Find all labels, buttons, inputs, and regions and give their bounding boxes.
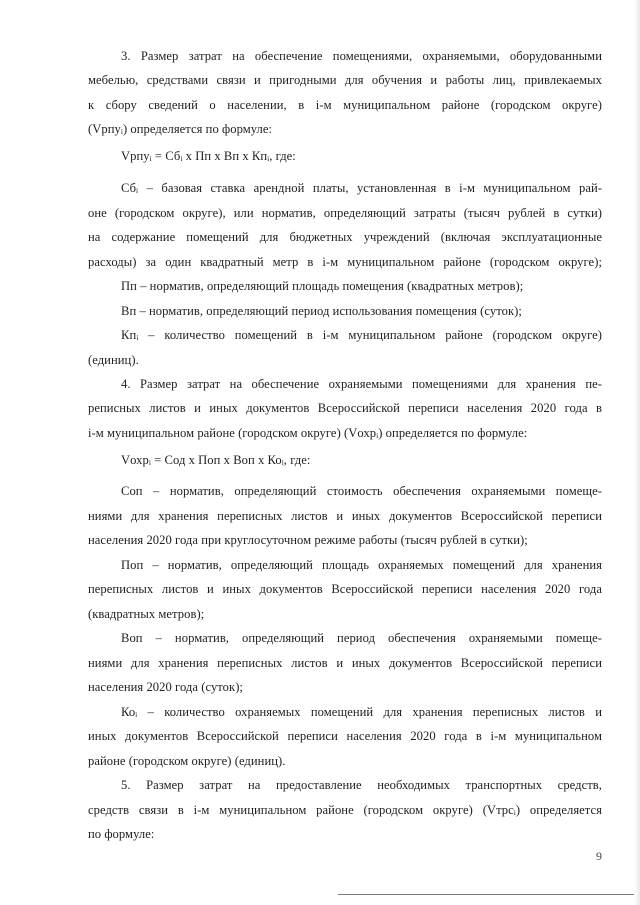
text-line: 5. Размер затрат на предоставление необходимых транспортных средств, [121, 778, 602, 792]
page-number: 9 [596, 849, 602, 863]
formula: Vрпуᵢ = Сбᵢ x Пп x Вп x Кпᵢ, где: [121, 149, 296, 163]
text-line: населения 2020 года (суток); [88, 680, 243, 694]
text-line: i-м муниципальном районе (городском округе) (Vохрᵢ) определяется по формуле: [88, 426, 528, 440]
text-line: Вп – норматив, определяющий период использования помещения (суток); [121, 304, 522, 318]
text-line: районе (городском округе) (единиц). [88, 754, 286, 768]
text-line: 3. Размер затрат на обеспечение помещениями, охраняемыми, оборудованными [121, 49, 602, 63]
text-line: (Vрпуᵢ) определяется по формуле: [88, 122, 273, 136]
text-line: населения 2020 года при круглосуточном режиме работы (тысяч рублей в сутки); [88, 533, 528, 547]
text-line: реписных листов и иных документов Всероссийской переписи населения 2020 года в [88, 401, 602, 415]
text-line: 4. Размер затрат на обеспечение охраняемыми помещениями для хранения пе- [121, 377, 602, 391]
text-line: расходы) за один квадратный метр в i-м муниципальном районе (городском округе); [88, 255, 602, 269]
text-line: Пп – норматив, определяющий площадь помещения (квадратных метров); [121, 279, 524, 293]
text-line: Сбᵢ – базовая ставка арендной платы, установленная в i-м муниципальном рай- [121, 181, 602, 195]
text-line: Поп – норматив, определяющий площадь охраняемых помещений для хранения [121, 558, 602, 572]
text-line: мебелью, средствами связи и пригодными для обучения и работы лиц, привлекаемых [88, 73, 602, 87]
text-line: к сбору сведений о населении, в i-м муниципальном районе (городском округе) [88, 98, 602, 112]
scan-bottom-rule [338, 894, 640, 895]
text-line: Воп – норматив, определяющий период обеспечения охраняемыми помеще- [121, 631, 602, 645]
text-line: на содержание помещений для бюджетных учреждений (включая эксплуатационные [88, 230, 602, 244]
scan-edge-shadow [634, 0, 640, 905]
text-line: (единиц). [88, 353, 139, 367]
text-line: переписных листов и иных документов Всероссийской переписи населения 2020 года [88, 582, 602, 596]
text-line: ниями для хранения переписных листов и иных документов Всероссийской переписи [88, 656, 602, 670]
formula: Vохрᵢ = Сод x Поп x Воп x Коᵢ, где: [121, 453, 311, 467]
text-line: (квадратных метров); [88, 607, 205, 621]
text-line: средств связи в i-м муниципальном районе (городском округе) (Vтрсᵢ) определяется [88, 803, 602, 817]
text-line: Соп – норматив, определяющий стоимость обеспечения охраняемыми помеще- [121, 484, 602, 498]
text-line: иных документов Всероссийской переписи населения 2020 года в i-м муниципальном [88, 729, 602, 743]
text-line: оне (городском округе), или норматив, определяющий затраты (тысяч рублей в сутки) [88, 206, 602, 220]
text-line: Коᵢ – количество охраняемых помещений для хранения переписных листов и [121, 705, 602, 719]
text-line: Кпᵢ – количество помещений в i-м муниципальном районе (городском округе) [121, 328, 602, 342]
text-line: по формуле: [88, 827, 155, 841]
text-line: ниями для хранения переписных листов и иных документов Всероссийской переписи [88, 509, 602, 523]
